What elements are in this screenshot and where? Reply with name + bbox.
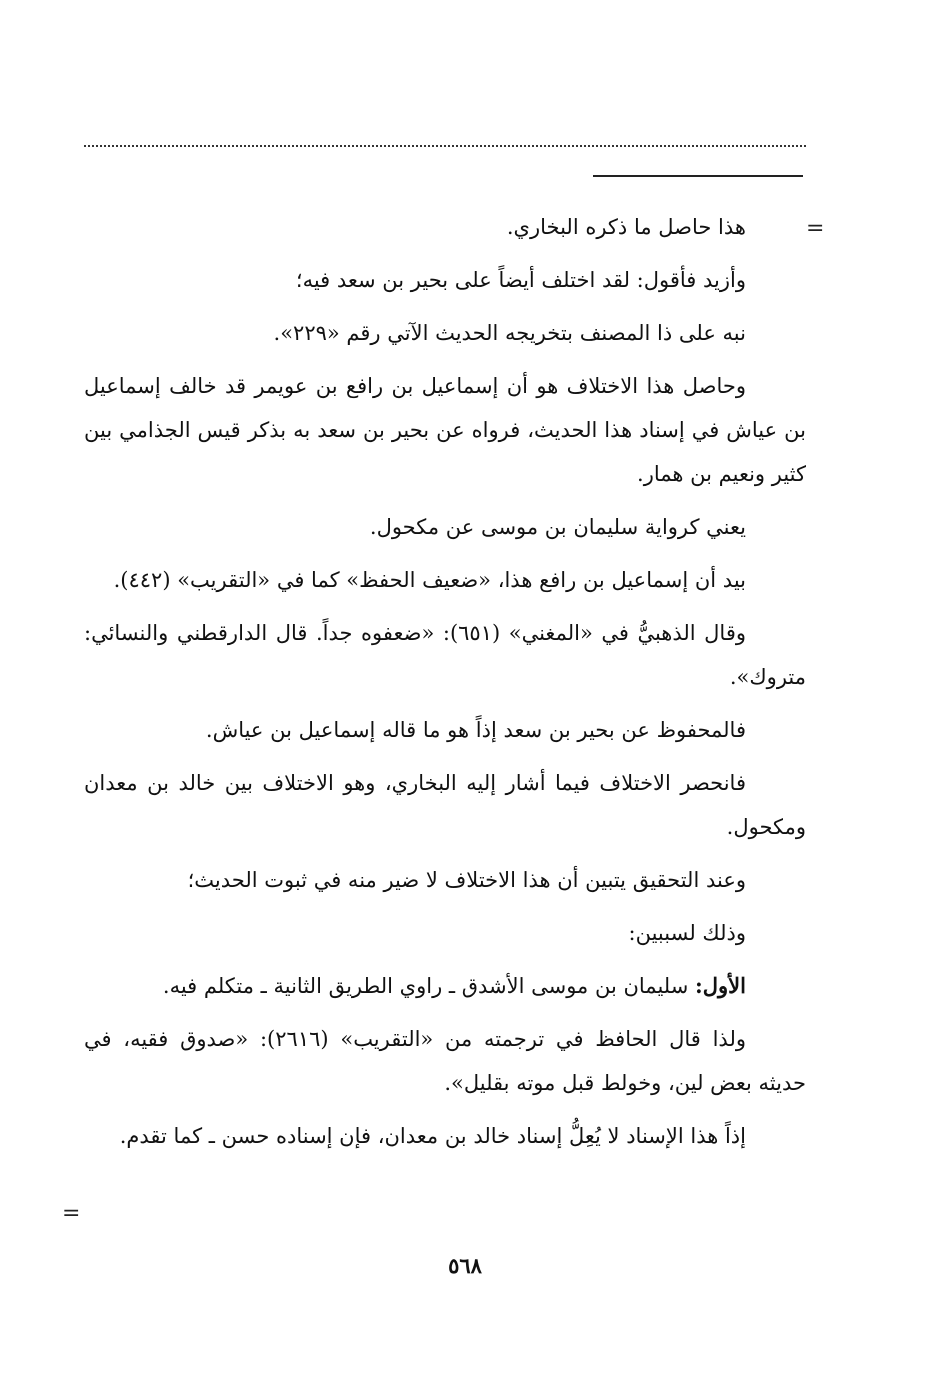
- paragraph-14: إذاً هذا الإسناد لا يُعِلُّ إسناد خالد بن معدان، فإن إسناده حسن ـ كما تقدم.: [119, 1124, 746, 1148]
- paragraph-12: [84, 964, 806, 1008]
- paragraph-9: فانحصر الاختلاف فيما أشار إليه البخاري، وهو الاختلاف بين خالد بن معدان ومكحول.: [84, 771, 806, 839]
- footnote-short-rule: [593, 175, 803, 177]
- paragraph-2: وأزيد فأقول: لقد اختلف أيضاً على بحير بن سعد فيه؛: [295, 268, 746, 292]
- continuation-mark-top: =: [806, 216, 825, 241]
- first-reason-text: سليمان بن موسى الأشدق ـ راوي الطريق الثانية ـ متكلم فيه.: [162, 974, 689, 998]
- paragraph-10: وعند التحقيق يتبين أن هذا الاختلاف لا ضير منه في ثبوت الحديث؛: [187, 868, 746, 892]
- first-reason-label: الأول:: [695, 973, 746, 998]
- paragraph-11: وذلك لسببين:: [628, 921, 746, 945]
- continuation-mark-bottom: =: [62, 1201, 81, 1226]
- paragraph-1: هذا حاصل ما ذكره البخاري.: [506, 215, 746, 239]
- paragraph-5: يعني كرواية سليمان بن موسى عن مكحول.: [369, 515, 746, 539]
- paragraph-6: بيد أن إسماعيل بن رافع هذا، «ضعيف الحفظ» كما في «التقريب» (٤٤٢).: [113, 568, 746, 592]
- paragraph-4: وحاصل هذا الاختلاف هو أن إسماعيل بن رافع بن عويمر قد خالف إسماعيل بن عياش في إسناد هذا الحديث، فرواه عن بحير بن سعد به بذكر قيس الجذامي بين كثير ونعيم بن همار.: [84, 374, 806, 486]
- paragraph-8: فالمحفوظ عن بحير بن سعد إذاً هو ما قاله إسماعيل بن عياش.: [205, 718, 746, 742]
- footnote-body: [84, 205, 806, 1167]
- paragraph-7: وقال الذهبيُّ في «المغني» (٦٥١): «ضعفوه جداً. قال الدارقطني والنسائي: متروك».: [84, 621, 806, 689]
- paragraph-3: نبه على ذا المصنف بتخريجه الحديث الآتي رقم «٢٢٩».: [273, 321, 746, 345]
- footnote-dotted-separator: [84, 145, 806, 147]
- page-number: ٥٦٨: [448, 1253, 482, 1278]
- paragraph-13: ولذا قال الحافظ في ترجمته من «التقريب» (٢٦١٦): «صدوق فقيه، في حديثه بعض لين، وخولط قبل موته بقليل».: [84, 1027, 806, 1095]
